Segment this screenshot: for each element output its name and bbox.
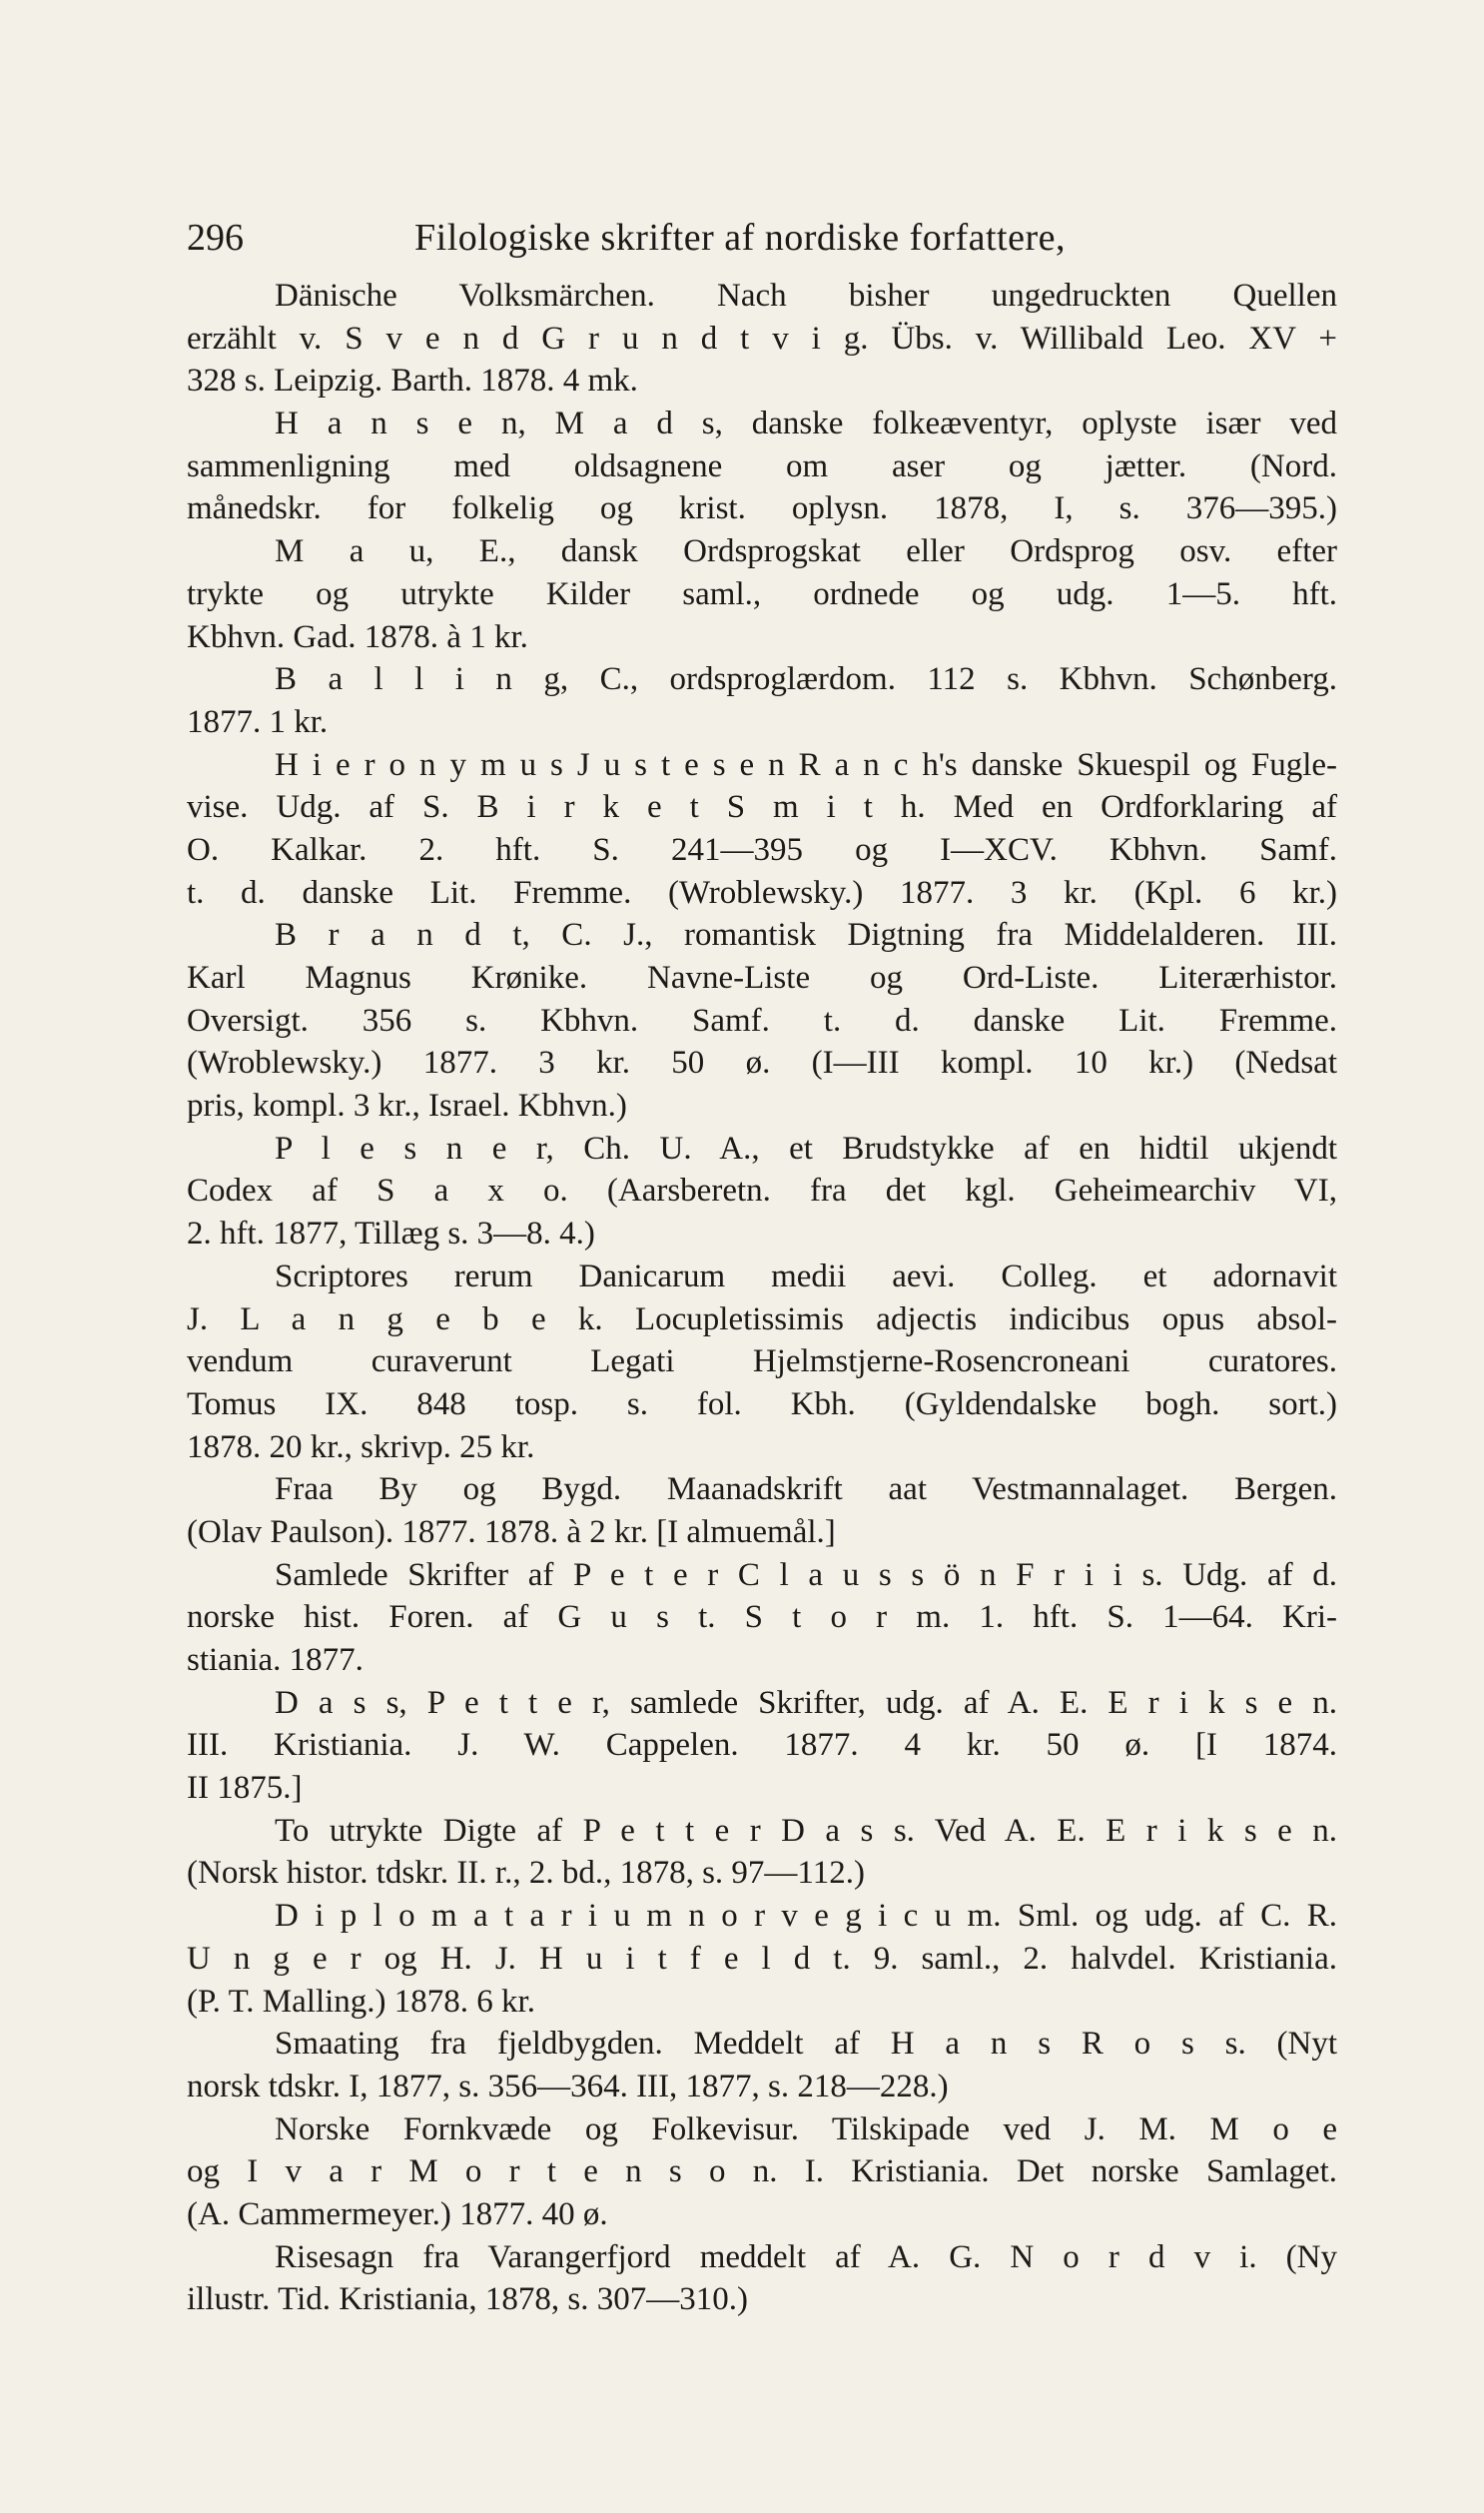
running-title: Filologiske skrifter af nordiske forfattere,	[414, 217, 1066, 259]
text-line: månedskr. for folkelig og krist. oplysn. 1878, I, s. 376—395.)	[187, 490, 1337, 527]
text-line: vise. Udg. af S. B i r k e t S m i t h. Med en Ordforklaring af	[187, 789, 1337, 826]
text-line: 1877. 1 kr.	[187, 703, 329, 740]
text-line: M a u, E., dansk Ordsprogskat eller Ordsprog osv. efter	[275, 533, 1337, 570]
text-line: 328 s. Leipzig. Barth. 1878. 4 mk.	[187, 363, 638, 400]
text-line: 2. hft. 1877, Tillæg s. 3—8. 4.)	[187, 1216, 595, 1253]
text-line: norsk tdskr. I, 1877, s. 356—364. III, 1877, s. 218—228.)	[187, 2068, 949, 2104]
text-line: trykte og utrykte Kilder saml., ordnede og udg. 1—5. hft.	[187, 575, 1337, 612]
text-line: Risesagn fra Varangerfjord meddelt af A. G. N o r d v i. (Ny	[275, 2238, 1337, 2275]
text-line: D i p l o m a t a r i u m n o r v e g i c u m. Sml. og udg. af C. R.	[275, 1898, 1337, 1935]
text-line: stiania. 1877.	[187, 1642, 364, 1678]
text-line: og I v a r M o r t e n s o n. I. Kristiania. Det norske Samlaget.	[187, 2153, 1337, 2190]
text-line: P l e s n e r, Ch. U. A., et Brudstykke af en hidtil ukjendt	[275, 1130, 1337, 1167]
text-line: Kbhvn. Gad. 1878. à 1 kr.	[187, 618, 528, 655]
text-line: (Olav Paulson). 1877. 1878. à 2 kr. [I almuemål.]	[187, 1513, 836, 1550]
text-line: t. d. danske Lit. Fremme. (Wroblewsky.) 1877. 3 kr. (Kpl. 6 kr.)	[187, 874, 1337, 911]
text-line: Scriptores rerum Danicarum medii aevi. Colleg. et adornavit	[275, 1257, 1337, 1294]
text-line: (Norsk histor. tdskr. II. r., 2. bd., 1878, s. 97—112.)	[187, 1855, 865, 1892]
text-line: Samlede Skrifter af P e t e r C l a u s s ö n F r i i s. Udg. af d.	[275, 1556, 1337, 1593]
text-line: U n g e r og H. J. H u i t f e l d t. 9. saml., 2. halvdel. Kristiania.	[187, 1940, 1337, 1977]
text-line: illustr. Tid. Kristiania, 1878, s. 307—310.)	[187, 2281, 748, 2318]
text-line: B r a n d t, C. J., romantisk Digtning fra Middelalderen. III.	[275, 917, 1337, 954]
text-line: vendum curaverunt Legati Hjelmstjerne-Rosencroneani curatores.	[187, 1343, 1337, 1380]
text-line: Fraa By og Bygd. Maanadskrift aat Vestmannalaget. Bergen.	[275, 1471, 1337, 1508]
text-line: O. Kalkar. 2. hft. S. 241—395 og I—XCV. Kbhvn. Samf.	[187, 831, 1337, 868]
text-line: (A. Cammermeyer.) 1877. 40 ø.	[187, 2195, 608, 2232]
text-line: pris, kompl. 3 kr., Israel. Kbhvn.)	[187, 1088, 627, 1125]
text-line: D a s s, P e t t e r, samlede Skrifter, udg. af A. E. E r i k s e n.	[275, 1684, 1337, 1721]
text-line: Oversigt. 356 s. Kbhvn. Samf. t. d. danske Lit. Fremme.	[187, 1002, 1337, 1039]
text-line: erzählt v. S v e n d G r u n d t v i g. Übs. v. Willibald Leo. XV +	[187, 320, 1337, 357]
bibliography-text	[187, 275, 1337, 2321]
text-line: B a l l i n g, C., ordsproglærdom. 112 s. Kbhvn. Schønberg.	[275, 661, 1337, 698]
text-line: To utrykte Digte af P e t t e r D a s s. Ved A. E. E r i k s e n.	[275, 1812, 1337, 1849]
text-line: III. Kristiania. J. W. Cappelen. 1877. 4 kr. 50 ø. [I 1874.	[187, 1727, 1337, 1764]
text-line: (Wroblewsky.) 1877. 3 kr. 50 ø. (I—III kompl. 10 kr.) (Nedsat	[187, 1045, 1337, 1082]
text-line: Codex af S a x o. (Aarsberetn. fra det kgl. Geheimearchiv VI,	[187, 1173, 1337, 1210]
text-line: J. L a n g e b e k. Locupletissimis adjectis indicibus opus absol-	[187, 1300, 1337, 1337]
text-line: II 1875.]	[187, 1770, 303, 1807]
page-number: 296	[187, 217, 244, 259]
text-line: 1878. 20 kr., skrivp. 25 kr.	[187, 1428, 535, 1465]
text-line: Dänische Volksmärchen. Nach bisher ungedruckten Quellen	[275, 278, 1337, 314]
text-line: sammenligning med oldsagnene om aser og jætter. (Nord.	[187, 447, 1337, 484]
text-line: norske hist. Foren. af G u s t. S t o r m. 1. hft. S. 1—64. Kri-	[187, 1599, 1337, 1636]
text-line: Tomus IX. 848 tosp. s. fol. Kbh. (Gyldendalske bogh. sort.)	[187, 1385, 1337, 1422]
text-line: H a n s e n, M a d s, danske folkeæventyr, oplyste især ved	[275, 406, 1337, 442]
page-header	[187, 208, 1365, 268]
text-line: H i e r o n y m u s J u s t e s e n R a n c h's danske Skuespil og Fugle-	[275, 746, 1337, 783]
text-line: Smaating fra fjeldbygden. Meddelt af H a n s R o s s. (Nyt	[275, 2026, 1337, 2063]
text-line: (P. T. Malling.) 1878. 6 kr.	[187, 1983, 535, 2020]
text-line: Karl Magnus Krønike. Navne-Liste og Ord-Liste. Literærhistor.	[187, 960, 1337, 996]
text-line: Norske Fornkvæde og Folkevisur. Tilskipade ved J. M. M o e	[275, 2110, 1337, 2147]
